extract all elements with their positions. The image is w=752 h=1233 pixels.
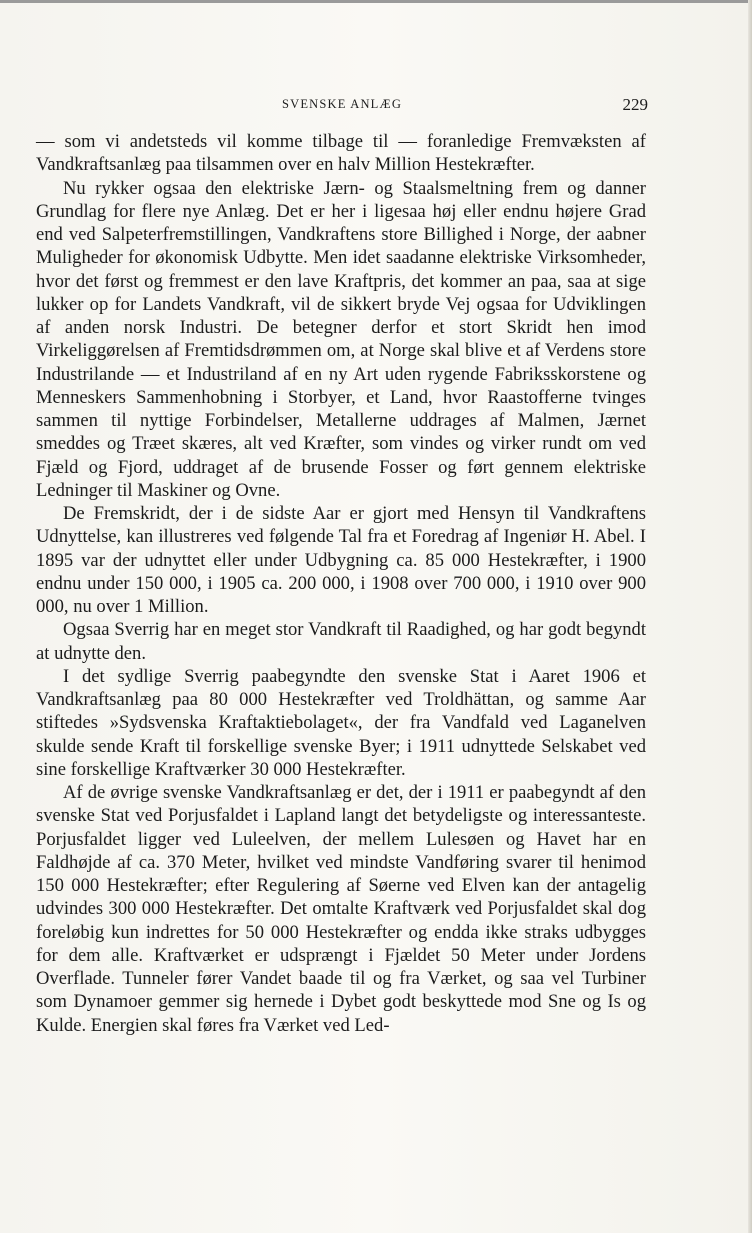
page-number: 229 [622,95,648,114]
page-edge-shadow [748,0,752,1233]
paragraph: De Fremskridt, der i de sidste Aar er gjort med Hensyn til Vandkraftens Udnyttelse, kan illustreres ved følgende Tal fra et Foredrag af Ingeniør H. Abel. I 1895 var der udnyttet eller under Udbygning ca. 85 000 Hestekræfter, i 1900 endnu under 150 000, i 1905 ca. 200 000, i 1908 over 700 000, i 1910 over 900 000, nu over 1 Million. [36,503,646,617]
paragraph-continuation: — som vi andetsteds vil komme tilbage til — foranledige Fremvæksten af Vandkraftsanlæg paa tilsammen over en halv Million Hestekræfter. [36,131,646,176]
running-head: SVENSKE ANLÆG [281,97,403,111]
paragraph: I det sydlige Sverrig paabegyndte den svenske Stat i Aaret 1906 et Vandkraftsanlæg paa 80 000 Hestekræfter ved Troldhättan, og samme Aar stiftedes »Sydsvenska Kraftaktiebolaget«, der fra Vandfald ved Laganelven skulde sende Kraft til forskellige svenske Byer; i 1911 udnyttede Selskabet ved sine forskellige Kraftværker 30 000 Hestekræfter. [36,665,646,780]
top-edge-rule [0,0,752,3]
paragraph: Nu rykker ogsaa den elektriske Jærn- og Staalsmeltning frem og danner Grundlag for flere nye Anlæg. Det er her i ligesaa høj eller endnu højere Grad end ved Salpeterfremstillingen, Vandkraftens store Billighed i Norge, der aabner Muligheder for økonomisk Udbytte. Men idet saadanne elektriske Virksomheder, hvor det først og fremmest er den lave Kraftpris, det kommer an paa, saa at sige lukker op for Landets Vandkraft, vil de sikkert bryde Vej ogsaa for Udviklingen af anden norsk Industri. De betegner derfor et stort Skridt hen imod Virkeliggørelsen af Fremtidsdrømmen om, at Norge skal blive et af Verdens store Industrilande — et Industriland af en ny Art uden rygende Fabriksskorstene og Menneskers Sammenhobning i Storbyer, et Land, hvor Raastofferne tvinges sammen til nyttige Forbindelser, Metallerne uddrages af Malmen, Jærnet smeddes og Træet skæres, alt ved Kræfter, som vindes og virker rundt om ved Fjæld og Fjord, uddraget af de brusende Fosser og ført gennem elektriske Ledninger til Maskiner og Ovne. [36,177,646,501]
paragraph: Af de øvrige svenske Vandkraftsanlæg er det, der i 1911 er paabegyndt af den svenske Stat ved Porjusfaldet i Lapland langt det betydeligste og interessanteste. Porjusfaldet ligger ved Luleelven, der mellem Lulesøen og Havet har en Faldhøjde af ca. 370 Meter, hvilket ved mindste Vandføring svarer til henimod 150 000 Hestekræfter; efter Regulering af Søerne ved Elven kan der antagelig udvindes 300 000 Hestekræfter. Det omtalte Kraftværk ved Porjusfaldet skal dog foreløbig kun indrettes for 50 000 Hestekræfter og endda ikke straks udbygges for dem alle. Kraftværket er udsprængt i Fjældet 50 Meter under Jordens Overflade. Tunneler fører Vandet baade til og fra Værket, og saa vel Turbiner som Dynamoer gemmer sig hernede i Dybet godt beskyttede mod Sne og Is og Kulde. Energien skal føres fra Værket ved Led- [36,782,646,1036]
paragraph: Ogsaa Sverrig har en meget stor Vandkraft til Raadighed, og har godt begyndt at udnytte den. [36,619,646,664]
body-text [36,130,646,1037]
page-header [36,97,648,117]
